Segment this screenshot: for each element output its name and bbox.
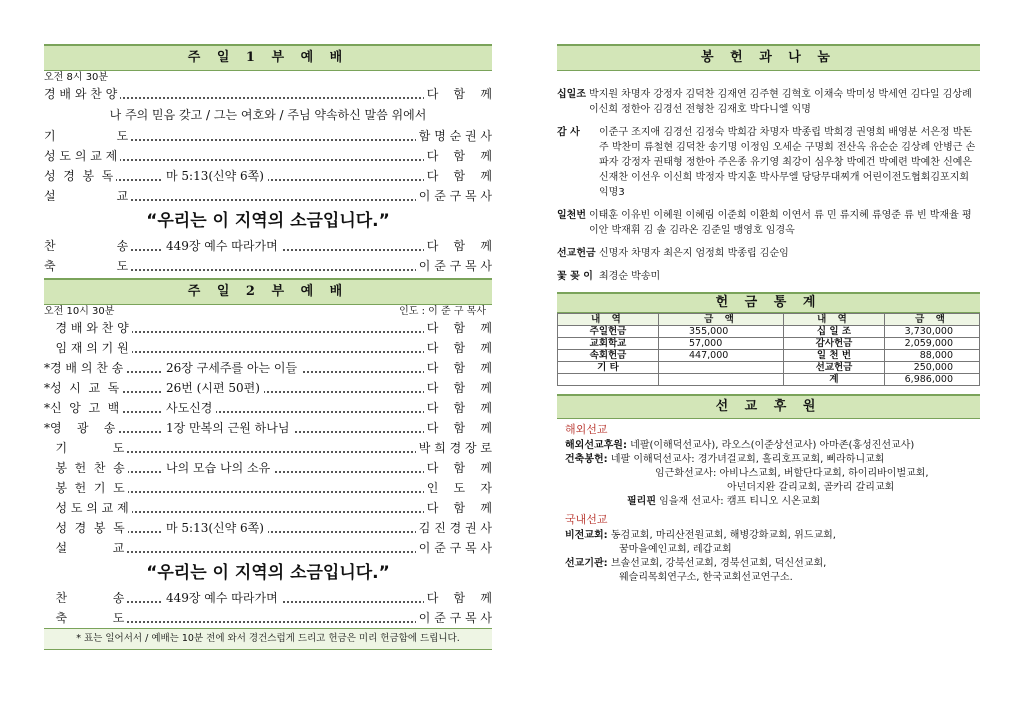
order-item-label: *성 시 교 독	[44, 378, 122, 398]
order-item-label: 기 도	[44, 126, 131, 146]
order-item-leader: 다 함 께	[424, 378, 492, 398]
order-row	[44, 358, 492, 378]
table-cell: 88,000	[885, 350, 980, 362]
table-cell: 십 일 조	[784, 326, 885, 338]
offering-group	[557, 208, 980, 238]
order-row	[44, 418, 492, 438]
order-item-leader: 함 명 순 권 사	[416, 126, 492, 146]
sermon-title: “우리는 이 지역의 소금입니다.”	[146, 563, 390, 583]
order-row	[44, 378, 492, 398]
order-row	[44, 186, 492, 206]
order-row	[44, 338, 492, 358]
service1-title: 주 일 1 부 예 배	[44, 44, 492, 71]
table-row	[558, 362, 980, 374]
order-item-detail: 사도신경	[162, 398, 216, 418]
order-item-detail: 나의 모습 나의 소유	[162, 458, 274, 478]
order-item-label: 경 배 와 찬 양	[44, 318, 132, 338]
column-header: 내 역	[784, 314, 885, 326]
column-header: 금 액	[659, 314, 784, 326]
order-row	[44, 518, 492, 538]
overseas-support-label: 해외선교후원:	[565, 440, 627, 451]
offering-group	[557, 269, 980, 284]
table-cell: 선교헌금	[784, 362, 885, 374]
table-cell: 감사헌금	[784, 338, 885, 350]
hymn-subtitle: 나 주의 믿음 갖고 / 그는 여호와 / 주님 약속하신 말씀 위에서	[109, 108, 427, 122]
column-header: 내 역	[558, 314, 659, 326]
order-item-leader: 다 함 께	[424, 236, 492, 256]
order-item-leader: 다 함 께	[424, 338, 492, 358]
order-item-label: 축 도	[44, 608, 127, 628]
order-item-detail: 26번 (시편 50편)	[162, 378, 264, 398]
order-item-detail: 마 5:13(신약 6쪽)	[162, 518, 268, 538]
offering-group-label: 감 사	[557, 127, 580, 138]
order-item-detail: 449장 예수 따라가며	[162, 236, 282, 256]
order-item-label: 성 도 의 교 제	[44, 146, 120, 166]
order-item-leader: 다 함 께	[424, 588, 492, 608]
mission-agencies	[557, 557, 980, 571]
order-row	[44, 538, 492, 558]
domestic-heading: 국내선교	[565, 513, 608, 526]
order-item-label: 임 재 의 기 원	[44, 338, 132, 358]
order-row	[44, 256, 492, 276]
order-item-label: 성 도 의 교 제	[44, 498, 132, 518]
table-row	[558, 326, 980, 338]
order-row	[44, 478, 492, 498]
table-header-row	[558, 314, 980, 326]
table-cell: 기 타	[558, 362, 659, 374]
order-item-label: 설 교	[44, 538, 127, 558]
table-row	[558, 374, 980, 386]
order-item-label: 경 배 와 찬 양	[44, 84, 120, 104]
order-item-leader: 다 함 께	[424, 166, 492, 186]
overseas-heading: 해외선교	[565, 423, 608, 436]
table-cell: 교회학교	[558, 338, 659, 350]
table-cell: 일 천 번	[784, 350, 885, 362]
table-cell: 6,986,000	[885, 374, 980, 386]
order-item-label: *영 광 송	[44, 418, 118, 438]
order-item-label: *경 배 의 찬 송	[44, 358, 126, 378]
building-offering-label: 건축봉헌:	[565, 454, 608, 465]
order-item-leader: 이 준 구 목 사	[416, 256, 492, 276]
service2-title: 주 일 2 부 예 배	[44, 278, 492, 305]
offering-group-names: 최경순 박송미	[599, 271, 661, 282]
worship-order-column	[44, 44, 492, 650]
vision-churches-b: 꿈마을예인교회, 레갑교회	[619, 544, 732, 555]
order-item-label: 찬 송	[44, 236, 131, 256]
sermon-title: “우리는 이 지역의 소금입니다.”	[146, 211, 390, 231]
service2-time: 오전 10시 30분	[44, 306, 115, 317]
philippines-text: 임을재 선교사: 캠프 티니오 시온교회	[659, 496, 821, 507]
offering-groups	[557, 87, 980, 284]
service2-order-list	[44, 318, 492, 628]
order-item-label: 봉 헌 기 도	[44, 478, 128, 498]
offering-group-label: 선교헌금	[557, 248, 596, 259]
order-item-leader: 이 준 구 목 사	[416, 186, 492, 206]
table-cell	[659, 362, 784, 374]
table-cell: 속회헌금	[558, 350, 659, 362]
overseas-support-text: 네팔(이해덕선교사), 라오스(이준상선교사) 아마존(홍성진선교사)	[630, 440, 915, 451]
building-offering-b: 임근화선교사: 아비나스교회, 버할단다교회, 하이리바이벌교회,	[655, 468, 929, 479]
offering-group	[557, 87, 980, 117]
vision-churches	[557, 529, 980, 543]
table-cell: 주일헌금	[558, 326, 659, 338]
order-item-label: 성 경 봉 독	[44, 518, 128, 538]
offering-sharing-title: 봉 헌 과 나 눔	[557, 44, 980, 71]
order-item-detail: 26장 구세주를 아는 이들	[162, 358, 301, 378]
offering-group-label: 십일조	[557, 89, 586, 100]
mission-agencies-label: 선교기관:	[565, 558, 608, 569]
order-item-label: 설 교	[44, 186, 131, 206]
order-item-leader: 다 함 께	[424, 458, 492, 478]
order-row	[44, 608, 492, 628]
philippines-label: 필리핀	[627, 496, 656, 507]
order-item-leader: 인 도 자	[424, 478, 492, 498]
order-row	[44, 438, 492, 458]
offering-group-names: 이준구 조지애 김경선 김정숙 박희감 차명자 박종립 박희경 권영희 배영분 서은정 박돈주 박찬미 류철현 김덕찬 송기명 이정임 오세순 구명회 전산옥 유순순 김상례 안병근 손파자 강정자 권태형 정한아 주은종 유기영 최강이 심우창 박예건 박예련 박예찬 신예은 신재찬 이선우 이신희 박정자 박지훈 박사무엘 당당무대찌개 어린이전도협회김포지회 익명3	[599, 127, 976, 198]
order-item-label: 찬 송	[44, 588, 127, 608]
service2-time-row	[44, 305, 492, 318]
order-item-label: *신 앙 고 백	[44, 398, 122, 418]
order-item-leader: 다 함 께	[424, 318, 492, 338]
order-row	[44, 498, 492, 518]
service1-time: 오전 8시 30분	[44, 72, 109, 83]
column-header: 금 액	[885, 314, 980, 326]
order-item-leader: 다 함 께	[424, 418, 492, 438]
table-cell: 3,730,000	[885, 326, 980, 338]
order-row	[44, 166, 492, 186]
order-row	[44, 236, 492, 256]
offering-group-names: 이태훈 이유빈 이혜원 이혜림 이준희 이환희 이연서 류 민 류지혜 류영준 류 빈 박재율 평이안 박재휘 김 솔 김라온 김준일 맹영호 임경옥	[589, 210, 972, 236]
order-item-label: 기 도	[44, 438, 127, 458]
table-cell	[659, 374, 784, 386]
order-item-label: 성 경 봉 독	[44, 166, 116, 186]
offering-group	[557, 125, 980, 200]
service1-order-list	[44, 84, 492, 276]
table-cell: 250,000	[885, 362, 980, 374]
service2-leader: 인도 : 이 준 구 목사	[399, 306, 486, 317]
missions-body	[557, 423, 980, 585]
offering-group-names: 박지원 차명자 강정자 김덕찬 김재연 김주현 김혁호 이채숙 박미성 박세연 김다일 김상례 이신희 정한아 김경선 전형찬 김재호 박다니엘 익명	[589, 89, 972, 115]
vision-churches-a: 동검교회, 마리산전원교회, 해병강화교회, 위드교회,	[610, 530, 836, 541]
offering-column	[557, 44, 980, 585]
order-item-leader: 박 희 경 장 로	[416, 438, 492, 458]
vision-churches-label: 비전교회:	[565, 530, 608, 541]
order-item-leader: 다 함 께	[424, 498, 492, 518]
service-note: * 표는 일어서서 / 예배는 10분 전에 와서 경건스럽게 드리고 헌금은 미리 헌금함에 드립니다.	[44, 628, 492, 650]
order-item-label: 축 도	[44, 256, 131, 276]
overseas-support	[557, 439, 980, 453]
order-row	[44, 318, 492, 338]
table-row	[558, 350, 980, 362]
order-item-detail: 449장 예수 따라가며	[162, 588, 282, 608]
table-cell: 57,000	[659, 338, 784, 350]
order-row	[44, 126, 492, 146]
order-item-label: 봉 헌 찬 송	[44, 458, 128, 478]
order-item-detail: 마 5:13(신약 6쪽)	[162, 166, 268, 186]
table-cell: 계	[784, 374, 885, 386]
philippines-mission	[557, 495, 980, 509]
order-item-leader: 다 함 께	[424, 398, 492, 418]
order-row	[44, 84, 492, 104]
building-offering-a: 네팔 이해덕선교사: 경가녀걸교회, 홀리호프교회, 삐라하니교회	[610, 454, 885, 465]
building-offering	[557, 453, 980, 467]
table-cell: 447,000	[659, 350, 784, 362]
table-row	[558, 338, 980, 350]
offering-group-label: 꽃 꽂 이	[557, 271, 593, 282]
offering-group	[557, 246, 980, 261]
order-row	[44, 146, 492, 166]
order-row	[44, 458, 492, 478]
order-item-leader: 이 준 구 목 사	[416, 538, 492, 558]
order-item-leader: 김 진 경 권 사	[416, 518, 492, 538]
order-item-detail: 1장 만복의 근원 하나님	[162, 418, 293, 438]
mission-agencies-b: 웨슬리목회연구소, 한국교회선교연구소.	[619, 572, 793, 583]
order-item-leader: 다 함 께	[424, 358, 492, 378]
offering-stats-title: 헌 금 통 계	[557, 292, 980, 313]
order-row	[44, 588, 492, 608]
offering-group-names: 신명자 차명자 최은지 엄정희 박종립 김순임	[599, 248, 789, 259]
offering-group-label: 일천번	[557, 210, 586, 221]
building-offering-c: 아넌더지완 갈리교회, 골카리 갈리교회	[727, 482, 895, 493]
table-cell: 2,059,000	[885, 338, 980, 350]
order-row	[44, 398, 492, 418]
table-cell: 355,000	[659, 326, 784, 338]
order-item-leader: 다 함 께	[424, 84, 492, 104]
order-item-leader: 이 준 구 목 사	[416, 608, 492, 628]
missions-title: 선 교 후 원	[557, 394, 980, 419]
order-item-leader: 다 함 께	[424, 146, 492, 166]
table-cell	[558, 374, 659, 386]
mission-agencies-a: 브솔선교회, 강북선교회, 경북선교회, 덕신선교회,	[610, 558, 827, 569]
offering-stats-table	[557, 313, 980, 386]
